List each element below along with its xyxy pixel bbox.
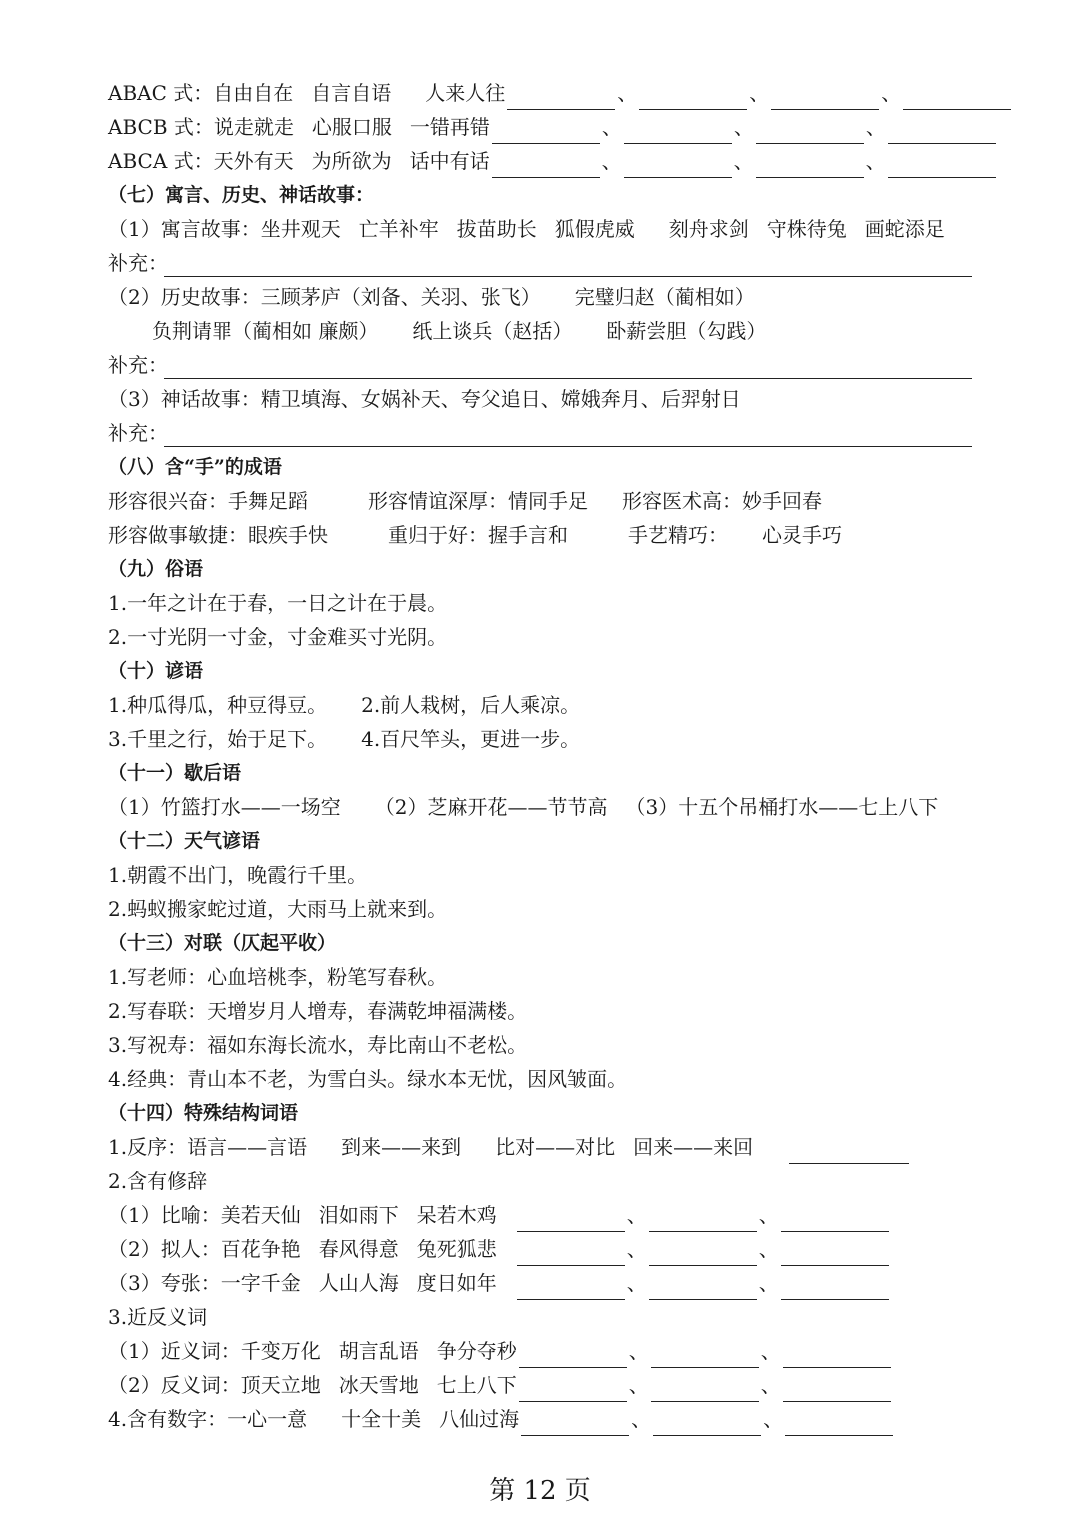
- answer-blank[interactable]: [756, 119, 864, 144]
- fable-item: 画蛇添足: [864, 217, 945, 241]
- page-number: 第 12 页: [489, 1476, 591, 1506]
- fable-row: [108, 212, 972, 246]
- saying-item: 1.一年之计在于春，一日之计在于晨。: [108, 591, 448, 615]
- answer-blank[interactable]: [781, 1207, 889, 1232]
- answer-blank[interactable]: [649, 1275, 757, 1300]
- separator: 、: [626, 1203, 647, 1227]
- idiom-item: 八仙过海: [439, 1407, 520, 1431]
- supplement-blank[interactable]: [164, 356, 972, 379]
- proverb-item: 3.千里之行，始于足下。: [108, 727, 328, 751]
- supplement-row: [108, 348, 972, 382]
- separator: 、: [733, 115, 754, 139]
- answer-blank[interactable]: [783, 1343, 891, 1368]
- idiom-item: 顶天立地: [240, 1373, 321, 1397]
- answer-blank[interactable]: [517, 1207, 625, 1232]
- reverse-item: 回来——来回: [633, 1135, 754, 1159]
- history-item: 完璧归赵（蔺相如）: [574, 285, 755, 309]
- separator: 、: [733, 149, 754, 173]
- answer-blank[interactable]: [507, 85, 615, 110]
- separator: 、: [763, 1407, 784, 1431]
- section-7-heading: （七）寓言、历史、神话故事：: [108, 184, 375, 206]
- abca-row: [108, 144, 972, 178]
- separator: 、: [601, 115, 622, 139]
- reverse-item: 比对——对比: [495, 1135, 616, 1159]
- reverse-item: 到来——来到: [341, 1135, 462, 1159]
- separator: 、: [760, 1339, 781, 1363]
- reverse-item: 语言——言语: [187, 1135, 308, 1159]
- answer-blank[interactable]: [653, 1411, 761, 1436]
- separator: 、: [601, 149, 622, 173]
- abac-row: [108, 76, 972, 110]
- couplet-item: 2.写春联：天增岁月人增寿，春满乾坤福满楼。: [108, 999, 528, 1023]
- rhetoric-heading: 2.含有修辞: [108, 1169, 208, 1193]
- idiom-item: 一字千金: [220, 1271, 301, 1295]
- idiom-item: 胡言乱语: [338, 1339, 419, 1363]
- antonym-row: [108, 1368, 972, 1402]
- metaphor-row: [108, 1198, 972, 1232]
- answer-blank[interactable]: [519, 1377, 627, 1402]
- metaphor-label: （1）比喻：: [108, 1203, 221, 1227]
- abca-item: 话中有话: [409, 149, 490, 173]
- weather-proverb: 1.朝霞不出门，晚霞行千里。: [108, 863, 368, 887]
- abac-label: ABAC 式：: [108, 81, 214, 105]
- saying-item: 2.一寸光阴一寸金，寸金难买寸光阴。: [108, 625, 448, 649]
- hand-idiom-row-2: [108, 518, 972, 552]
- proverb-item: 4.百尺竿头，更进一步。: [361, 727, 581, 751]
- syn-ant-heading: 3.近反义词: [108, 1305, 208, 1329]
- separator: 、: [758, 1271, 779, 1295]
- xiehouyu-item: （3）十五个吊桶打水——七上八下: [625, 795, 939, 819]
- separator: 、: [865, 115, 886, 139]
- idiom-item: 呆若木鸡: [416, 1203, 497, 1227]
- answer-blank[interactable]: [771, 85, 879, 110]
- history-item: 三顾茅庐（刘备、关羽、张飞）: [260, 285, 541, 309]
- idiom-item: 十全十美: [341, 1407, 422, 1431]
- antonym-label: （2）反义词：: [108, 1373, 241, 1397]
- separator: 、: [628, 1373, 649, 1397]
- idiom-item: 泪如雨下: [318, 1203, 399, 1227]
- abca-item: 天外有天: [213, 149, 294, 173]
- idiom-item: 春风得意: [318, 1237, 399, 1261]
- fable-item: 坐井观天: [260, 217, 341, 241]
- synonym-row: [108, 1334, 972, 1368]
- answer-blank[interactable]: [756, 153, 864, 178]
- answer-blank[interactable]: [781, 1241, 889, 1266]
- idiom-item: 冰天雪地: [338, 1373, 419, 1397]
- separator: 、: [865, 149, 886, 173]
- answer-blank[interactable]: [649, 1207, 757, 1232]
- reverse-label: 1.反序：: [108, 1135, 188, 1159]
- answer-blank[interactable]: [492, 119, 600, 144]
- answer-blank[interactable]: [517, 1275, 625, 1300]
- answer-blank[interactable]: [521, 1411, 629, 1436]
- idiom-item: 一心一意: [227, 1407, 308, 1431]
- exaggerate-label: （3）夸张：: [108, 1271, 221, 1295]
- xiehouyu-item: （1）竹篮打水——一场空: [108, 795, 341, 819]
- couplet-item: 4.经典：青山本不老，为雪白头。绿水本无忧，因风皱面。: [108, 1067, 628, 1091]
- section-12-heading: （十二）天气谚语: [108, 830, 261, 852]
- section-11-heading: （十一）歇后语: [108, 762, 242, 784]
- exaggerate-row: [108, 1266, 972, 1300]
- section-14-heading: （十四）特殊结构词语: [108, 1102, 299, 1124]
- answer-blank[interactable]: [517, 1241, 625, 1266]
- personify-row: [108, 1232, 972, 1266]
- hand-idiom: 形容医术高：妙手回春: [622, 489, 822, 513]
- supplement-label: 补充：: [108, 251, 168, 275]
- hand-idiom: 重归于好：握手言和: [388, 523, 568, 547]
- abac-item: 人来人往: [425, 81, 506, 105]
- personify-label: （2）拟人：: [108, 1237, 221, 1261]
- idiom-item: 争分夺秒: [436, 1339, 517, 1363]
- weather-proverb: 2.蚂蚁搬家蛇过道，大雨马上就来到。: [108, 897, 448, 921]
- idiom-item: 美若天仙: [220, 1203, 301, 1227]
- answer-blank[interactable]: [519, 1343, 627, 1368]
- section-13-heading: （十三）对联（仄起平收）: [108, 932, 337, 954]
- hand-idiom: 形容很兴奋：手舞足蹈: [108, 489, 308, 513]
- fable-item: 亡羊补牢: [358, 217, 439, 241]
- answer-blank[interactable]: [624, 119, 732, 144]
- answer-blank[interactable]: [651, 1343, 759, 1368]
- fable-item: 刻舟求剑: [668, 217, 749, 241]
- history-row-2: [108, 314, 1016, 348]
- answer-blank[interactable]: [789, 1139, 909, 1164]
- proverb-row: [108, 722, 972, 756]
- supplement-blank[interactable]: [164, 254, 972, 277]
- number-idiom-row: [108, 1402, 972, 1436]
- answer-blank[interactable]: [783, 1377, 891, 1402]
- fable-label: （1）寓言故事：: [108, 217, 261, 241]
- fable-item: 拔苗助长: [456, 217, 537, 241]
- abcb-item: 一错再错: [409, 115, 490, 139]
- proverb-item: 2.前人栽树，后人乘凉。: [361, 693, 581, 717]
- xiehouyu-row: [108, 790, 972, 824]
- separator: 、: [631, 1407, 652, 1431]
- answer-blank[interactable]: [624, 153, 732, 178]
- history-label: （2）历史故事：: [108, 285, 261, 309]
- abca-item: 为所欲为: [311, 149, 392, 173]
- myth-row: [108, 382, 972, 416]
- couplet-item: 3.写祝寿：福如东海长流水，寿比南山不老松。: [108, 1033, 528, 1057]
- answer-blank[interactable]: [888, 153, 996, 178]
- idiom-item: 度日如年: [416, 1271, 497, 1295]
- separator: 、: [758, 1237, 779, 1261]
- separator: 、: [628, 1339, 649, 1363]
- abcb-item: 说走就走: [213, 115, 294, 139]
- fable-item: 守株待兔: [766, 217, 847, 241]
- hand-idiom-row-1: [108, 484, 972, 518]
- answer-blank[interactable]: [492, 153, 600, 178]
- history-item: 卧薪尝胆（勾践）: [606, 319, 767, 343]
- hand-idiom: 形容情谊深厚：情同手足: [368, 489, 588, 513]
- idiom-item: 人山人海: [318, 1271, 399, 1295]
- answer-blank[interactable]: [639, 85, 747, 110]
- hand-idiom: 心灵手巧: [762, 523, 842, 547]
- supplement-row: [108, 246, 972, 280]
- answer-blank[interactable]: [785, 1411, 893, 1436]
- supplement-label: 补充：: [108, 353, 168, 377]
- separator: 、: [881, 81, 902, 105]
- myth-items: 精卫填海、女娲补天、夸父追日、嫦娥奔月、后羿射日: [260, 387, 741, 411]
- section-10-heading: （十）谚语: [108, 660, 204, 682]
- idiom-item: 七上八下: [436, 1373, 517, 1397]
- supplement-blank[interactable]: [164, 424, 972, 447]
- answer-blank[interactable]: [649, 1241, 757, 1266]
- section-8-heading: （八）含“手”的成语: [108, 456, 282, 478]
- answer-blank[interactable]: [903, 85, 1011, 110]
- separator: 、: [749, 81, 770, 105]
- couplet-item: 1.写老师：心血培桃李，粉笔写春秋。: [108, 965, 448, 989]
- xiehouyu-item: （2）芝麻开花——节节高: [374, 795, 608, 819]
- abcb-row: [108, 110, 972, 144]
- separator: 、: [626, 1237, 647, 1261]
- answer-blank[interactable]: [651, 1377, 759, 1402]
- abcb-label: ABCB 式：: [108, 115, 214, 139]
- hand-idiom-label: 手艺精巧：: [628, 523, 728, 547]
- number-label: 4.含有数字：: [108, 1407, 228, 1431]
- proverb-row: [108, 688, 972, 722]
- answer-blank[interactable]: [888, 119, 996, 144]
- synonym-label: （1）近义词：: [108, 1339, 241, 1363]
- history-row-1: [108, 280, 972, 314]
- history-item: 负荆请罪（蔺相如 廉颇）: [152, 319, 379, 343]
- myth-label: （3）神话故事：: [108, 387, 261, 411]
- history-item: 纸上谈兵（赵括）: [412, 319, 573, 343]
- proverb-item: 1.种瓜得瓜，种豆得豆。: [108, 693, 328, 717]
- supplement-row: [108, 416, 972, 450]
- abac-item: 自由自在: [213, 81, 294, 105]
- separator: 、: [760, 1373, 781, 1397]
- idiom-item: 百花争艳: [220, 1237, 301, 1261]
- abac-item: 自言自语: [311, 81, 392, 105]
- separator: 、: [617, 81, 638, 105]
- idiom-item: 千变万化: [240, 1339, 321, 1363]
- fable-item: 狐假虎威: [554, 217, 635, 241]
- hand-idiom: 形容做事敏捷：眼疾手快: [108, 523, 328, 547]
- abcb-item: 心服口服: [311, 115, 392, 139]
- section-9-heading: （九）俗语: [108, 558, 204, 580]
- separator: 、: [758, 1203, 779, 1227]
- answer-blank[interactable]: [781, 1275, 889, 1300]
- supplement-label: 补充：: [108, 421, 168, 445]
- separator: 、: [626, 1271, 647, 1295]
- abca-label: ABCA 式：: [108, 149, 214, 173]
- idiom-item: 兔死狐悲: [416, 1237, 497, 1261]
- reverse-row: [108, 1130, 972, 1164]
